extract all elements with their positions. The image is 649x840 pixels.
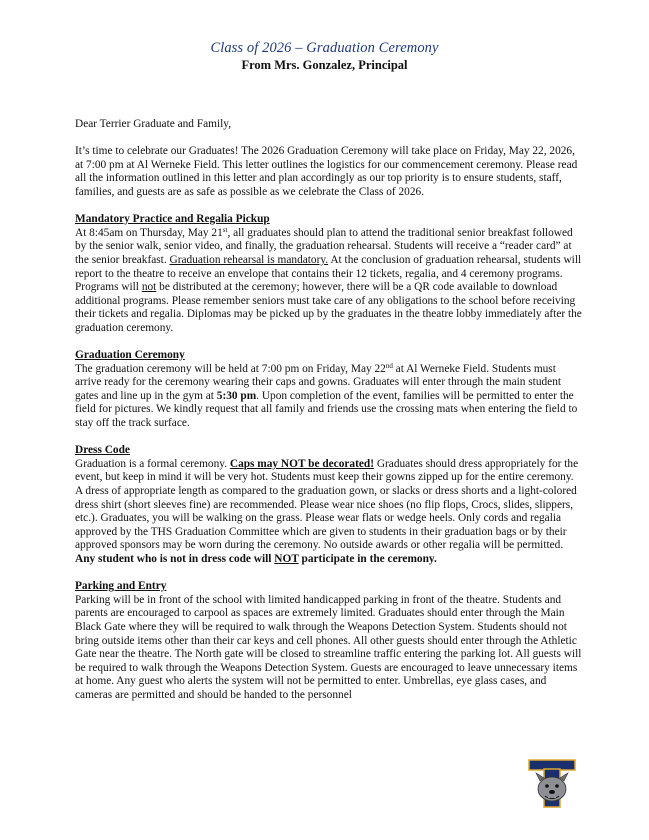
- ceremony-text: . Upon completion of the event, families will be permitted to enter the field for pictures. We kindly request that all family and friends use the crossing mats when entering the field to stay off the track surface.: [75, 389, 578, 430]
- lineup-time: 5:30 pm: [216, 389, 257, 402]
- caps-warning: Caps may NOT be decorated!: [229, 457, 374, 470]
- salutation: Dear Terrier Graduate and Family,: [75, 118, 232, 130]
- terrier-mascot-logo-icon: [528, 759, 576, 809]
- ceremony-paragraph: [75, 363, 583, 431]
- dress-code-warning-end: participate in the ceremony.: [298, 553, 437, 565]
- practice-heading: Mandatory Practice and Regalia Pickup: [75, 213, 270, 226]
- letter-body: [75, 118, 583, 703]
- dress-code-not-emphasis: NOT: [274, 553, 299, 565]
- practice-text: At 8:45am on Thursday, May 21: [75, 226, 223, 239]
- letter-title: Class of 2026 – Graduation Ceremony: [210, 40, 439, 56]
- dress-text: Graduation is a formal ceremony.: [75, 457, 230, 470]
- dress-paragraph: [75, 458, 583, 567]
- section-practice: [75, 213, 583, 335]
- programs-not-emphasis: not: [141, 281, 157, 294]
- ceremony-text: at Al Werneke Field. Students must arrive ready for the ceremony wearing their caps and gowns. Graduates will enter through the main student gates and line up in the gym at: [75, 362, 562, 402]
- ceremony-heading: Graduation Ceremony: [75, 349, 185, 362]
- dress-heading: Dress Code: [75, 444, 130, 457]
- intro-paragraph: It’s time to celebrate our Graduates! The 2026 Graduation Ceremony will take place on Friday, May 22, 2026, at 7:00 pm at Al Werneke Field. This letter outlines the logistics for our commencement ceremony. Please read all the information outlined in this letter and plan accordingly as our top priority is to ensure students, staff, families, and guests are as safe as possible as we celebrate the Class of 2026.: [75, 145, 578, 198]
- dress-text: Graduates should dress appropriately for the event, but keep in mind it will be very hot. Students must keep their gowns zipped up for the entire ceremony. A dress of appropriate length as compared to the graduation gown, or slacks or dress shorts and a light-colored dress shirt (short sleeves fine) are recommended. Please wear nice shoes (no flip flops, Crocs, slides, slippers, etc.). Graduates, you will be walking on the grass. Please wear flats or wedge heels. Only cords and regalia approved by the THS Graduation Committee which are given to students in their graduation bags or by their approved sponsors may be worn during the ceremony. No outside awards or other regalia will be permitted.: [75, 457, 579, 552]
- practice-paragraph: [75, 227, 583, 336]
- parking-heading: Parking and Entry: [75, 580, 167, 593]
- dress-code-warning: Any student who is not in dress code will: [75, 553, 275, 565]
- practice-text: be distributed at the ceremony; however, there will be a QR code available to download additional programs. Please remember seniors must take care of any obligations to the school before receiving their tickets and regalia. Diplomas may be picked up by the graduates in the theatre lobby immediately after the graduation ceremony.: [75, 281, 582, 334]
- practice-date-suffix: st: [222, 225, 228, 234]
- parking-paragraph: Parking will be in front of the school with limited handicapped parking in front of the theatre. Students and parents are encouraged to carpool as spaces are extremely limited. Graduates should enter through the Main Black Gate where they will be required to walk through the Weapons Detection System. Students should not bring outside items other than their car keys and cell phones. All other guests should enter through the Athletic Gate near the theatre. The North gate will be closed to streamline traffic entering the parking lot. All guests will be required to walk through the Weapons Detection System. Guests are encouraged to leave unnecessary items at home. Any guest who alerts the system will not be permitted to enter. Umbrellas, eye glass cases, and cameras are permitted and should be handed to the personnel: [75, 593, 582, 701]
- section-dress-code: [75, 444, 583, 566]
- section-ceremony: [75, 349, 583, 431]
- rehearsal-mandatory-note: Graduation rehearsal is mandatory.: [169, 253, 329, 266]
- letter-subtitle: From Mrs. Gonzalez, Principal: [241, 58, 408, 72]
- section-parking: [75, 580, 583, 702]
- practice-text: At the conclusion of graduation rehearsal, students will report to the theatre to receive an envelope that contains their 12 tickets, regalia, and 4 ceremony programs. Programs will: [75, 253, 582, 294]
- practice-text: , all graduates should plan to attend the traditional senior breakfast followed by the senior walk, senior video, and finally, the graduation rehearsal. Students will receive a “reader card” at the senior breakfast.: [75, 226, 573, 266]
- ceremony-text: The graduation ceremony will be held at 7:00 pm on Friday, May 22: [75, 362, 386, 375]
- ceremony-date-suffix: nd: [385, 361, 393, 370]
